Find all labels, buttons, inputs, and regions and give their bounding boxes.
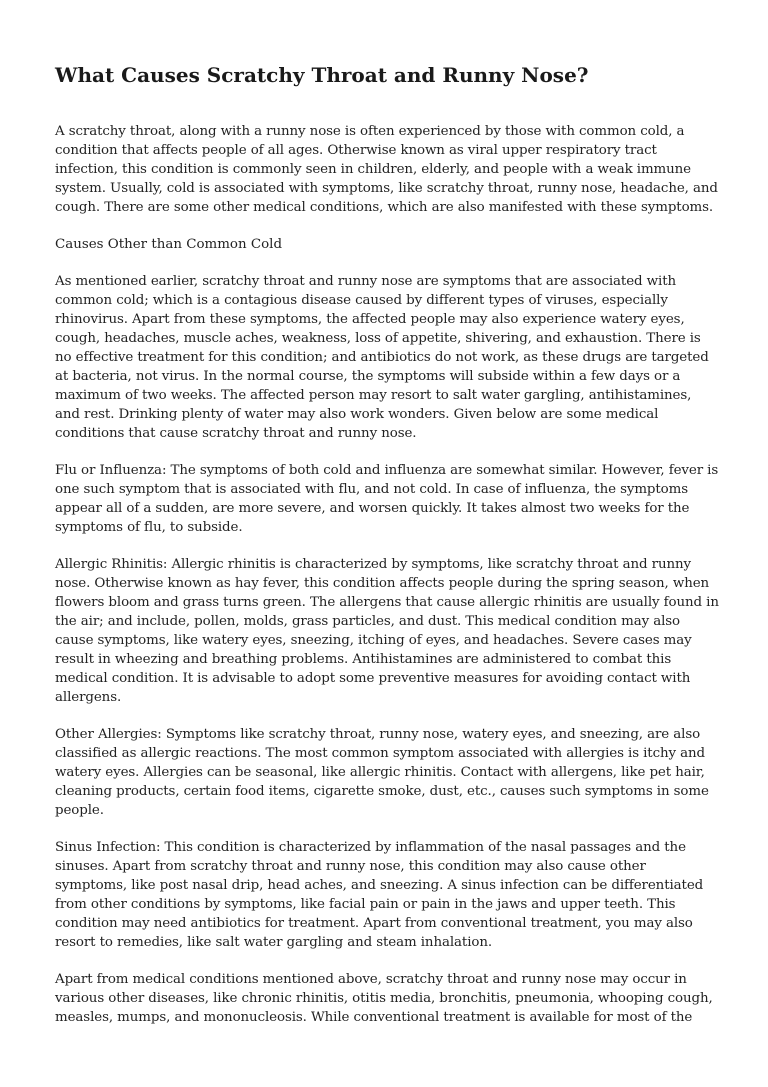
- document-page: [55, 62, 720, 1045]
- body-paragraph-other-diseases: Apart from medical conditions mentioned above, scratchy throat and runny nose may occur in various other diseases, like chronic rhinitis, otitis media, bronchitis, pneumonia, whooping cough, measles, mumps, and mononucleosis. While conventional treatment is available for most of the: [55, 972, 713, 1025]
- body-paragraph-influenza: Flu or Influenza: The symptoms of both cold and influenza are somewhat similar. However, fever is one such symptom that is associated with flu, and not cold. In case of influenza, the symptoms appear all of a sudden, are more severe, and worsen quickly. It takes almost two weeks for the symptoms of flu, to subside.: [55, 463, 719, 535]
- body-paragraph-sinus-infection: Sinus Infection: This condition is characterized by inflammation of the nasal passages and the sinuses. Apart from scratchy throat and runny nose, this condition may also cause other symptoms, like post nasal drip, head aches, and sneezing. A sinus infection can be differentiated from other conditions by symptoms, like facial pain or pain in the jaws and upper teeth. This condition may need antibiotics for treatment. Apart from conventional treatment, you may also resort to remedies, like salt water gargling and steam inhalation.: [55, 840, 704, 950]
- section-subheading: Causes Other than Common Cold: [55, 237, 283, 252]
- body-paragraph-allergic-rhinitis: Allergic Rhinitis: Allergic rhinitis is characterized by symptoms, like scratchy throat and runny nose. Otherwise known as hay fever, this condition affects people during the spring season, when flowers bloom and grass turns green. The allergens that cause allergic rhinitis are usually found in the air; and include, pollen, molds, grass particles, and dust. This medical condition may also cause symptoms, like watery eyes, sneezing, itching of eyes, and headaches. Severe cases may result in wheezing and breathing problems. Antihistamines are administered to combat this medical condition. It is advisable to adopt some preventive measures for avoiding contact with allergens.: [55, 557, 719, 705]
- body-paragraph-common-cold: As mentioned earlier, scratchy throat and runny nose are symptoms that are associated with common cold; which is a contagious disease caused by different types of viruses, especially rhinovirus. Apart from these symptoms, the affected people may also experience watery eyes, cough, headaches, muscle aches, weakness, loss of appetite, shivering, and exhaustion. There is no effective treatment for this condition; and antibiotics do not work, as these drugs are targeted at bacteria, not virus. In the normal course, the symptoms will subside within a few days or a maximum of two weeks. The affected person may resort to salt water gargling, antihistamines, and rest. Drinking plenty of water may also work wonders. Given below are some medical conditions that cause scratchy throat and runny nose.: [55, 274, 709, 441]
- page-title: What Causes Scratchy Throat and Runny Nose?: [55, 63, 589, 87]
- body-paragraph-other-allergies: Other Allergies: Symptoms like scratchy throat, runny nose, watery eyes, and sneezing, are also classified as allergic reactions. The most common symptom associated with allergies is itchy and watery eyes. Allergies can be seasonal, like allergic rhinitis. Contact with allergens, like pet hair, cleaning products, certain food items, cigarette smoke, dust, etc., causes such symptoms in some people.: [55, 727, 709, 818]
- intro-paragraph: A scratchy throat, along with a runny nose is often experienced by those with common cold, a condition that affects people of all ages. Otherwise known as viral upper respiratory tract infection, this condition is commonly seen in children, elderly, and people with a weak immune system. Usually, cold is associated with symptoms, like scratchy throat, runny nose, headache, and cough. There are some other medical conditions, which are also manifested with these symptoms.: [55, 124, 718, 215]
